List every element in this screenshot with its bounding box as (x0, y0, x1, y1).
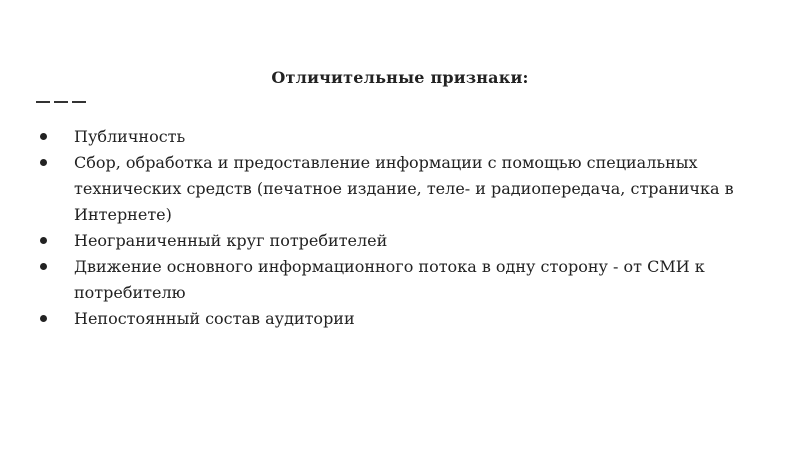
bullet-icon (40, 237, 47, 244)
bullet-text: Непостоянный состав аудитории (74, 309, 355, 328)
divider-dash (54, 101, 68, 103)
bullet-text: Неограниченный круг потребителей (74, 231, 388, 250)
bullet-list (40, 124, 760, 332)
divider (36, 93, 88, 109)
bullet-icon (40, 133, 47, 140)
bullet-icon (40, 315, 47, 322)
slide-title: Отличительные признаки: (271, 68, 529, 87)
bullet-icon (40, 159, 47, 166)
divider-dash (36, 101, 50, 103)
bullet-icon (40, 263, 47, 270)
bullet-text: Движение основного информационного потока в одну сторону - от СМИ к потребителю (74, 257, 705, 302)
bullet-item (40, 306, 760, 332)
bullet-item (40, 254, 760, 306)
bullet-text: Сбор, обработка и предоставление информации с помощью специальных технических средств (печатное издание, теле- и радиопередача, страничка в Интернете) (74, 153, 734, 224)
divider-dash (72, 101, 86, 103)
bullet-item (40, 124, 760, 150)
bullet-item (40, 228, 760, 254)
bullet-text: Публичность (74, 127, 186, 146)
bullet-item (40, 150, 760, 228)
